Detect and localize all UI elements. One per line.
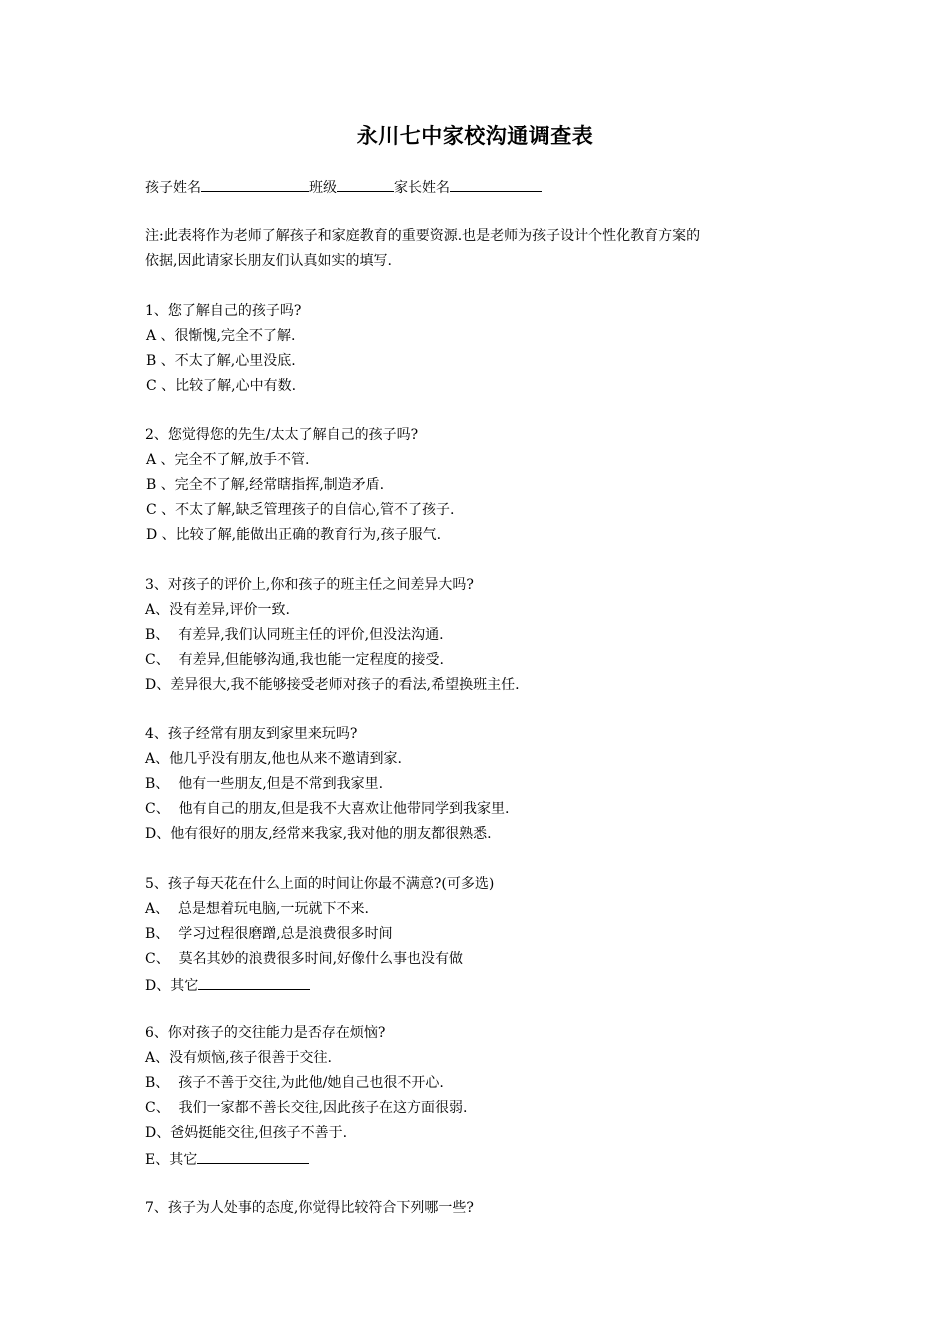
q5-option-b: B、 学习过程很磨蹭,总是浪费很多时间 [145,926,393,942]
q1-option-b: B 、不太了解,心里没底. [146,353,296,369]
header-fields-row [145,176,542,198]
q5-other-blank[interactable] [198,974,310,990]
document-title: 永川七中家校沟通调查表 [356,123,594,148]
parent-name-label: 家长姓名 [394,180,450,196]
class-label: 班级 [309,180,337,196]
q6-option-b: B、 孩子不善于交往,为此他/她自己也很不开心. [145,1075,444,1091]
q3-option-a: A、没有差异,评价一致. [145,602,291,618]
question-2: 2、您觉得您的先生/太太了解自己的孩子吗? [145,427,419,443]
q4-option-b: B、 他有一些朋友,但是不常到我家里. [145,776,384,792]
q4-option-c: C、 他有自己的朋友,但是我不大喜欢让他带同学到我家里. [145,801,510,817]
question-4: 4、孩子经常有朋友到家里来玩吗? [145,726,358,742]
child-name-label: 孩子姓名 [145,180,201,196]
question-3: 3、对孩子的评价上,你和孩子的班主任之间差异大吗? [145,577,474,593]
q1-option-c: C 、比较了解,心中有数. [146,378,297,394]
q2-option-a: A 、完全不了解,放手不管. [146,452,310,468]
question-7: 7、孩子为人处事的态度,你觉得比较符合下列哪一些? [145,1200,474,1216]
q6-option-e: E、其它 [145,1152,198,1168]
q3-option-c: C、 有差异,但能够沟通,我也能一定程度的接受. [145,652,444,668]
child-name-blank[interactable] [201,176,309,192]
q5-option-c: C、 莫名其妙的浪费很多时间,好像什么事也没有做 [145,951,464,967]
parent-name-blank[interactable] [450,176,542,192]
question-5: 5、孩子每天花在什么上面的时间让你最不满意?(可多选) [145,876,495,892]
q2-option-b: B 、完全不了解,经常瞎指挥,制造矛盾. [146,477,385,493]
q2-option-d: D 、比较了解,能做出正确的教育行为,孩子服气. [146,527,442,543]
q6-option-e-row [145,1148,309,1170]
note-line-1: 注:此表将作为老师了解孩子和家庭教育的重要资源.也是老师为孩子设计个性化教育方案的 [145,228,701,244]
q6-option-c: C、 我们一家都不善长交往,因此孩子在这方面很弱. [145,1100,468,1116]
q3-option-d: D、差异很大,我不能够接受老师对孩子的看法,希望换班主任. [145,677,520,693]
q5-option-d-row [145,974,310,996]
class-blank[interactable] [337,176,394,192]
q5-option-a: A、 总是想着玩电脑,一玩就下不来. [145,901,369,917]
q6-option-a: A、没有烦恼,孩子很善于交往. [145,1050,333,1066]
q1-option-a: A 、很惭愧,完全不了解. [146,328,296,344]
q2-option-c: C 、不太了解,缺乏管理孩子的自信心,管不了孩子. [146,502,455,518]
q5-option-d: D、其它 [145,978,199,994]
q4-option-a: A、他几乎没有朋友,他也从来不邀请到家. [145,751,403,767]
q6-other-blank[interactable] [197,1148,309,1164]
q3-option-b: B、 有差异,我们认同班主任的评价,但没法沟通. [145,627,444,643]
q6-option-d: D、爸妈挺能交往,但孩子不善于. [145,1125,348,1141]
question-6: 6、你对孩子的交往能力是否存在烦恼? [145,1025,386,1041]
note-line-2: 依据,因此请家长朋友们认真如实的填写. [145,253,392,269]
q4-option-d: D、他有很好的朋友,经常来我家,我对他的朋友都很熟悉. [145,826,492,842]
question-1: 1、您了解自己的孩子吗? [145,303,302,319]
